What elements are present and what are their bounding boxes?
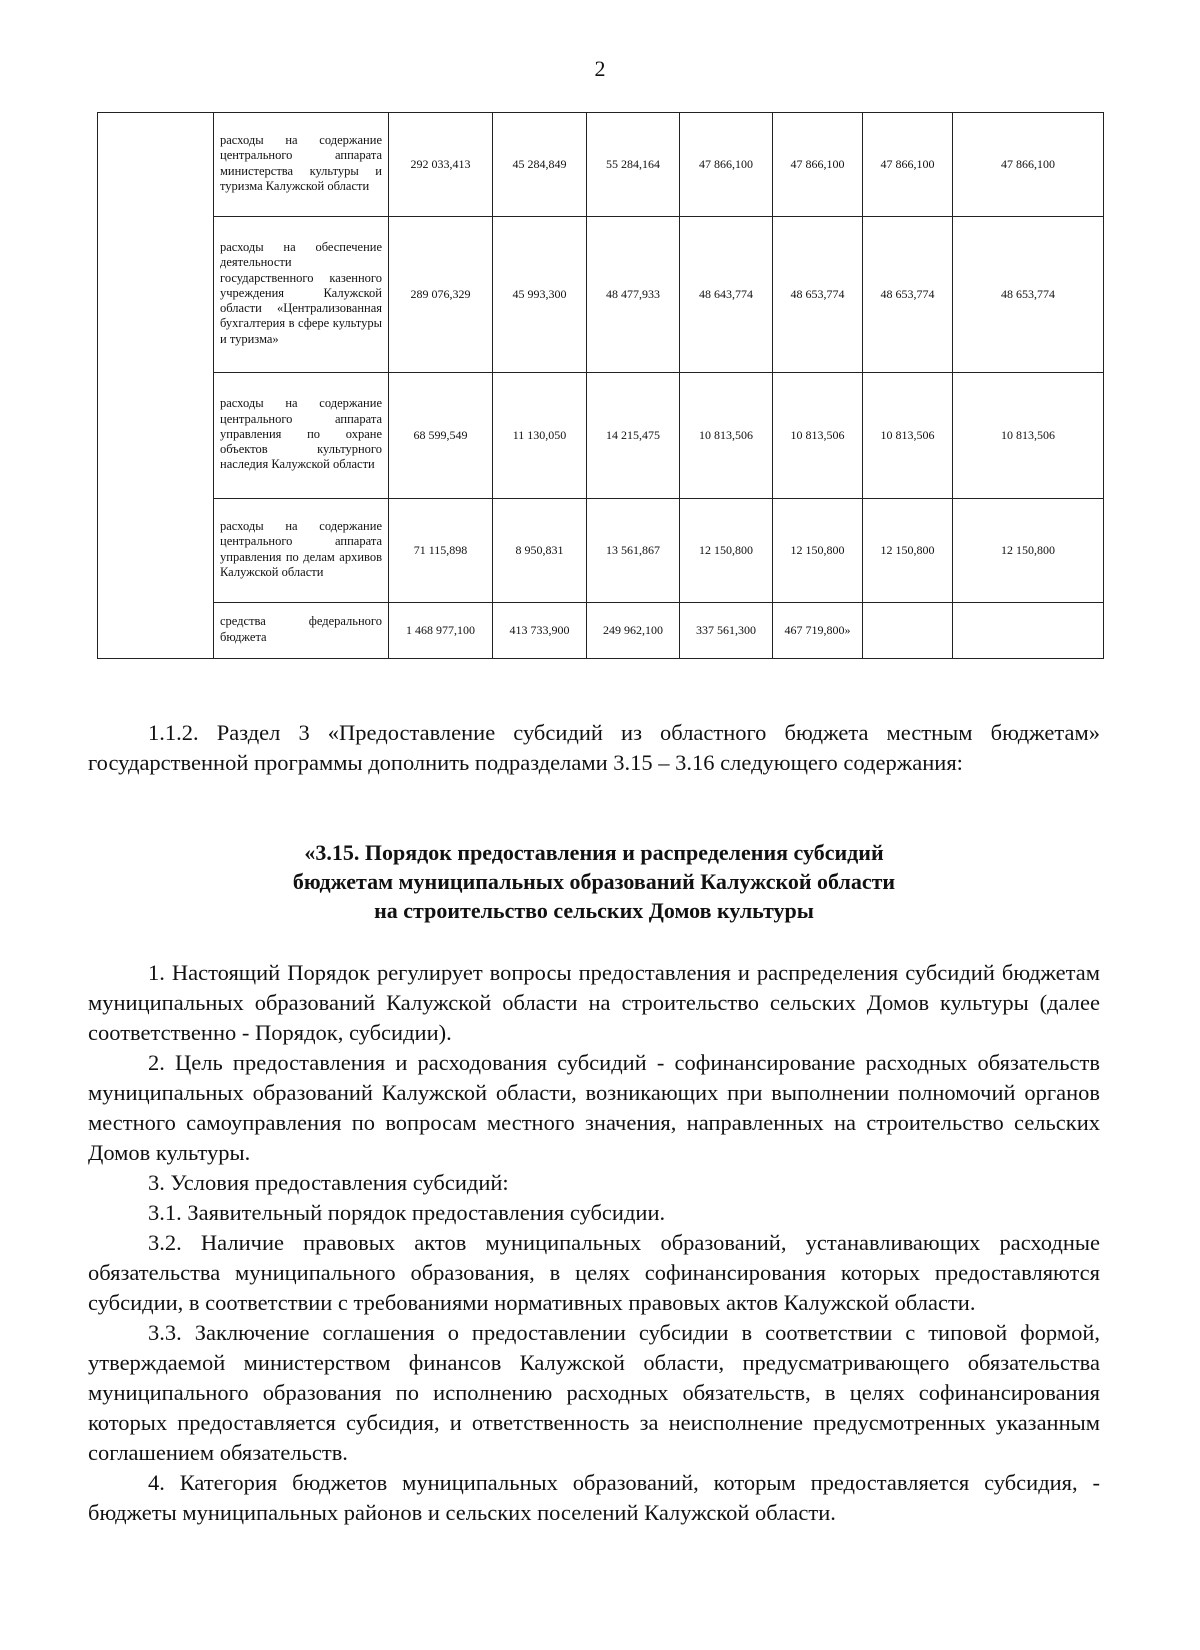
budget-table xyxy=(97,112,1104,659)
table-cell: 12 150,800 xyxy=(863,499,953,603)
heading-line: «3.15. Порядок предоставления и распределения субсидий xyxy=(304,840,884,865)
table-cell: 12 150,800 xyxy=(773,499,863,603)
table-cell: 47 866,100 xyxy=(680,113,773,217)
paragraph-3-3: 3.3. Заключение соглашения о предоставлении субсидии в соответствии с типовой формой, утверждаемой министерством финансов Калужской области, предусматривающего обязательства муниципального образования по исполнению расходных обязательств, в целях софинансирования которых предоставляется субсидия, и ответственность за неисполнение предусмотренных указанным соглашением обязательств. xyxy=(88,1320,1100,1465)
table-cell: 48 653,774 xyxy=(773,217,863,373)
table-cell: 48 477,933 xyxy=(587,217,680,373)
table-cell: 48 653,774 xyxy=(953,217,1104,373)
table-cell: 8 950,831 xyxy=(493,499,587,603)
table-cell: 11 130,050 xyxy=(493,373,587,499)
table-cell: 47 866,100 xyxy=(863,113,953,217)
page-number: 2 xyxy=(594,56,606,81)
heading-line: на строительство сельских Домов культуры xyxy=(374,898,814,923)
table-cell: 292 033,413 xyxy=(389,113,493,217)
row-description: расходы на содержание центрального аппарата министерства культуры и туризма Калужской области xyxy=(214,113,389,217)
paragraph-1: 1. Настоящий Порядок регулирует вопросы предоставления и распределения субсидий бюджетам муниципальных образований Калужской области на строительство сельских Домов культуры (далее соответственно - Порядок, субсидии). xyxy=(88,960,1100,1045)
table-cell: 47 866,100 xyxy=(773,113,863,217)
table-cell: 12 150,800 xyxy=(953,499,1104,603)
heading-line: бюджетам муниципальных образований Калужской области xyxy=(292,869,896,894)
table-cell xyxy=(953,603,1104,659)
paragraph-4: 4. Категория бюджетов муниципальных образований, которым предоставляется субсидия, - бюджеты муниципальных районов и сельских поселений Калужской области. xyxy=(88,1470,1100,1525)
table-cell: 14 215,475 xyxy=(587,373,680,499)
table-cell: 48 643,774 xyxy=(680,217,773,373)
table-cell: 249 962,100 xyxy=(587,603,680,659)
intro-text: 1.1.2. Раздел 3 «Предоставление субсидий из областного бюджета местным бюджетам» государственной программы дополнить подразделами 3.15 – 3.16 следующего содержания: xyxy=(88,720,1100,775)
table-cell: 45 284,849 xyxy=(493,113,587,217)
table-cell: 289 076,329 xyxy=(389,217,493,373)
table-row xyxy=(98,603,1104,659)
intro-paragraph xyxy=(88,718,1100,778)
paragraph-3-1: 3.1. Заявительный порядок предоставления субсидии. xyxy=(148,1200,666,1225)
table-blank-cell xyxy=(98,113,214,659)
table-cell: 1 468 977,100 xyxy=(389,603,493,659)
table-cell: 47 866,100 xyxy=(953,113,1104,217)
table-cell: 337 561,300 xyxy=(680,603,773,659)
table-cell: 13 561,867 xyxy=(587,499,680,603)
table-cell: 71 115,898 xyxy=(389,499,493,603)
table-cell: 10 813,506 xyxy=(953,373,1104,499)
section-body xyxy=(88,958,1100,1528)
table-row xyxy=(98,499,1104,603)
table-row xyxy=(98,373,1104,499)
table-cell: 413 733,900 xyxy=(493,603,587,659)
table-cell: 10 813,506 xyxy=(773,373,863,499)
table-cell: 10 813,506 xyxy=(863,373,953,499)
row-description: расходы на содержание центрального аппарата управления по делам архивов Калужской области xyxy=(214,499,389,603)
paragraph-3-2: 3.2. Наличие правовых актов муниципальных образований, устанавливающих расходные обязательства муниципального образования, в целях софинансирования которых предоставляются субсидии, в соответствии с требованиями нормативных правовых актов Калужской области. xyxy=(88,1230,1100,1315)
table-cell: 12 150,800 xyxy=(680,499,773,603)
row-description: средства федерального бюджета xyxy=(214,603,389,659)
paragraph-2: 2. Цель предоставления и расходования субсидий - софинансирование расходных обязательств муниципальных образований Калужской области, возникающих при выполнении полномочий органов местного самоуправления по вопросам местного значения, направленных на строительство сельских Домов культуры. xyxy=(88,1050,1100,1165)
table-cell: 10 813,506 xyxy=(680,373,773,499)
table-row xyxy=(98,217,1104,373)
table-cell: 68 599,549 xyxy=(389,373,493,499)
table-row xyxy=(98,113,1104,217)
table-cell: 48 653,774 xyxy=(863,217,953,373)
row-description: расходы на содержание центрального аппарата управления по охране объектов культурного наследия Калужской области xyxy=(214,373,389,499)
table-cell xyxy=(863,603,953,659)
paragraph-3: 3. Условия предоставления субсидий: xyxy=(148,1170,509,1195)
table-cell: 55 284,164 xyxy=(587,113,680,217)
row-description: расходы на обеспечение деятельности государственного казенного учреждения Калужской области «Централизованная бухгалтерия в сфере культуры и туризма» xyxy=(214,217,389,373)
table-cell: 45 993,300 xyxy=(493,217,587,373)
section-heading xyxy=(88,838,1100,925)
table-cell: 467 719,800» xyxy=(773,603,863,659)
